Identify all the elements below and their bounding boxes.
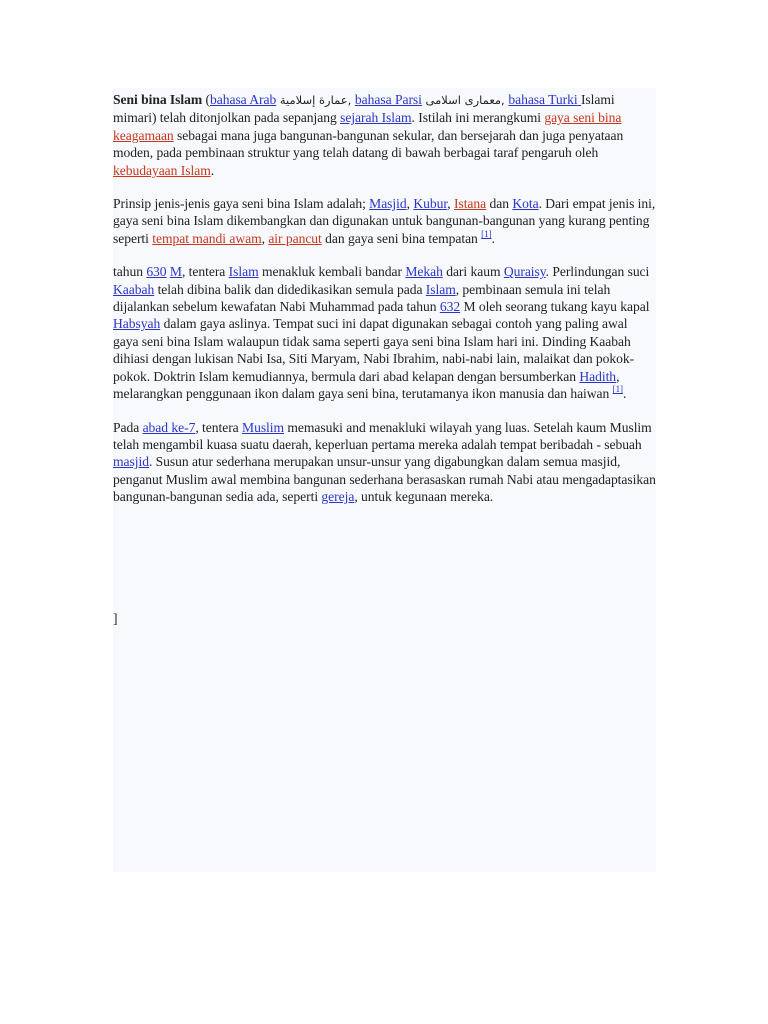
text-fragment: ( — [202, 92, 210, 107]
link-tempat-mandi-awam[interactable]: tempat mandi awam — [152, 230, 262, 246]
paragraph-expansion — [113, 419, 656, 506]
text-fragment: menakluk kembali bandar — [258, 264, 406, 280]
text-fragment: tahun — [113, 264, 147, 280]
link-630[interactable]: 630 — [146, 264, 167, 280]
link-habsyah[interactable]: Habsyah — [113, 316, 161, 332]
link-mekah[interactable]: Mekah — [405, 264, 443, 280]
paragraph-intro — [113, 91, 656, 179]
link-kota[interactable]: Kota — [512, 196, 539, 212]
link-bahasa-turki[interactable]: bahasa Turki — [508, 92, 581, 107]
link-quraisy[interactable]: Quraisy — [503, 264, 546, 280]
persian-script: معماری اسلامی, — [421, 93, 509, 107]
link-m[interactable]: M — [169, 264, 182, 280]
arabic-script: عمارة إسلامية, — [276, 93, 355, 107]
text-fragment: . — [491, 230, 495, 246]
text-fragment: M oleh seorang tukang kayu kapal — [460, 299, 650, 315]
paragraph-history — [113, 263, 656, 402]
paragraph-principles — [113, 195, 656, 247]
stray-bracket: ] — [113, 611, 118, 626]
text-fragment: memasuki and menakluki wilayah yang luas. Setelah kaum Muslim telah mengambil kuasa suatu daerah, keperluan pertama mereka adalah tempat beribadah - sebuah — [113, 419, 652, 452]
link-air-pancut[interactable]: air pancut — [268, 230, 322, 246]
text-fragment: telah dibina balik dan didedikasikan semula pada — [154, 281, 426, 297]
text-fragment: , tentera — [181, 264, 229, 280]
text-fragment: dalam gaya aslinya. Tempat suci ini dapat digunakan sebagai contoh yang paling awal gaya seni bina Islam walaupun tidak sama seperti gaya seni bina Islam hari ini. Dinding Kaabah dihiasi dengan lukisan Nabi Isa, Siti Maryam, Nabi Ibrahim, nabi-nabi lain, malaikat dan pokok-pokok. Doktrin Islam kemudiannya, bermula dari abad kelapan dengan bersumberkan — [113, 316, 635, 384]
reference-link[interactable]: [1] — [612, 384, 623, 395]
link-sejarah-islam[interactable]: sejarah Islam — [340, 110, 412, 126]
article-term: Seni bina Islam — [113, 92, 203, 107]
text-fragment: . — [210, 162, 215, 178]
text-fragment: sebagai mana juga bangunan-bangunan sekular, dan bersejarah dan juga penyataan moden, pada pembinaan struktur yang telah datang di bawah berbagai taraf pengaruh oleh — [113, 127, 624, 161]
text-fragment: , — [406, 196, 414, 212]
text-fragment: Islami mimari) telah ditonjolkan pada sepanjang — [113, 92, 615, 126]
text-fragment: . Dari empat jenis ini, gaya seni bina Islam dikembangkan dan digunakan untuk bangunan-bangunan yang kurang penting seperti — [113, 196, 656, 246]
link-632[interactable]: 632 — [439, 299, 461, 315]
text-fragment: . — [623, 386, 627, 402]
text-fragment: dari kaum — [442, 264, 504, 280]
text-fragment: , — [261, 230, 269, 246]
link-kubur[interactable]: Kubur — [413, 196, 448, 212]
link-gaya-seni-bina-keagamaan[interactable]: gaya seni bina keagamaan — [113, 110, 622, 143]
text-fragment: Prinsip jenis-jenis gaya seni bina Islam adalah; — [113, 196, 370, 212]
text-fragment: Pada — [113, 419, 143, 435]
text-fragment: dan gaya seni bina tempatan — [321, 230, 482, 246]
text-fragment: , — [447, 196, 454, 212]
link-muslim[interactable]: Muslim — [242, 419, 285, 435]
text-fragment: . Susun atur sederhana merupakan unsur-unsur yang digabungkan dalam semua masjid, penganut Muslim awal membina bangunan sederhana berasaskan rumah Nabi atau mengadaptasikan bangunan-bangunan sedia ada, seperti — [113, 454, 656, 505]
text-fragment: , pembinaan semula ini telah dijalankan sebelum kewafatan Nabi Muhammad pada tahun — [113, 281, 611, 315]
link-bahasa-arab[interactable]: bahasa Arab — [209, 92, 277, 107]
link-islam[interactable]: Islam — [228, 264, 259, 280]
link-gereja[interactable]: gereja — [321, 489, 355, 505]
link-bahasa-parsi[interactable]: bahasa Parsi — [354, 92, 422, 107]
article-body — [113, 91, 656, 522]
reference-link[interactable]: [1] — [481, 228, 492, 239]
link-islam-2[interactable]: Islam — [425, 281, 456, 297]
link-kaabah[interactable]: Kaabah — [113, 281, 155, 297]
text-fragment: . Istilah ini merangkumi — [411, 110, 545, 126]
text-fragment: , tentera — [195, 419, 243, 435]
text-fragment: dan — [486, 196, 513, 212]
link-abad-ke-7[interactable]: abad ke-7 — [142, 419, 196, 435]
link-masjid-2[interactable]: masjid — [113, 454, 149, 470]
text-fragment: , melarangkan penggunaan ikon dalam gaya seni bina, terutamanya ikon manusia dan haiwan — [113, 368, 620, 402]
link-kebudayaan-islam[interactable]: kebudayaan Islam — [113, 162, 211, 178]
link-istana[interactable]: Istana — [453, 196, 487, 212]
link-masjid[interactable]: Masjid — [369, 196, 407, 212]
text-fragment: , untuk kegunaan mereka. — [354, 489, 494, 505]
text-fragment: . Perlindungan suci — [545, 264, 650, 280]
link-hadith[interactable]: Hadith — [579, 368, 617, 384]
